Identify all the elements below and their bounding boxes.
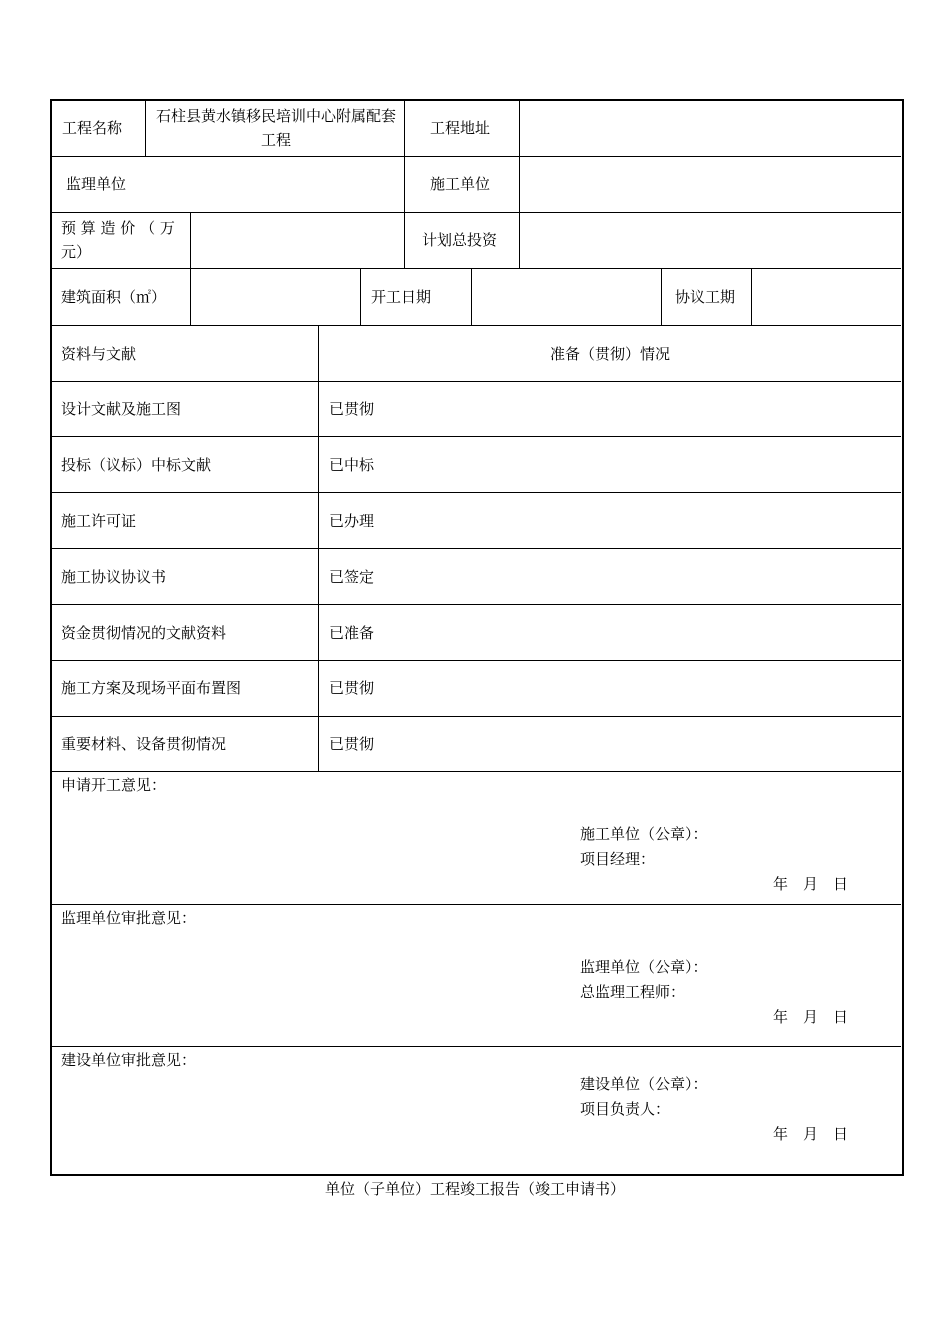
row-line [51, 381, 901, 382]
owner-opinion-title: 建设单位审批意见： [61, 1051, 197, 1069]
doc-item: 施工协议协议书 [61, 568, 167, 586]
row-line [51, 212, 901, 213]
doc-item: 重要材料、设备贯彻情况 [61, 735, 227, 753]
col-line [318, 325, 319, 771]
application-opinion-title: 申请开工意见： [61, 776, 167, 794]
row-line [51, 325, 901, 326]
doc-item: 投标（议标）中标文献 [61, 456, 212, 474]
owner-sign-person: 项目负责人： [580, 1100, 671, 1118]
row-line [51, 660, 901, 661]
row-line [51, 771, 901, 772]
supervision-sign-person: 总监理工程师： [580, 983, 686, 1001]
doc-item: 设计文献及施工图 [61, 400, 182, 418]
col-line [751, 268, 752, 325]
document-caption: 单位（子单位）工程竣工报告（竣工申请书） [324, 1180, 625, 1198]
budget-label: 预 算 造 价 （ 万 元） [61, 219, 175, 261]
col-header-material: 资料与文献 [61, 345, 137, 363]
planned-investment-label: 计划总投资 [422, 231, 498, 249]
application-sign-person: 项目经理： [580, 850, 656, 868]
project-name-value[interactable]: 石柱县黄水镇移民培训中心附属配套工程 [155, 107, 396, 149]
row-line [51, 1046, 901, 1047]
col-line [404, 101, 405, 268]
doc-status[interactable]: 已贯彻 [329, 679, 375, 697]
col-header-status: 准备（贯彻）情况 [549, 345, 670, 363]
construction-unit-label: 施工单位 [430, 175, 491, 193]
col-line [661, 268, 662, 325]
col-line [471, 268, 472, 325]
supervision-opinion-title: 监理单位审批意见： [61, 909, 197, 927]
doc-status[interactable]: 已贯彻 [329, 735, 375, 753]
col-line [360, 268, 361, 325]
owner-sign-unit: 建设单位（公章）： [580, 1075, 708, 1093]
row-line [51, 156, 901, 157]
doc-status[interactable]: 已中标 [329, 456, 375, 474]
row-line [51, 604, 901, 605]
col-line [519, 101, 520, 268]
row-line [51, 268, 901, 269]
doc-status[interactable]: 已签定 [329, 568, 375, 586]
start-date-label: 开工日期 [371, 288, 432, 306]
project-name-label: 工程名称 [62, 119, 123, 137]
application-date: 年 月 日 [773, 875, 849, 893]
row-line [51, 716, 901, 717]
doc-item: 施工方案及现场平面布置图 [61, 679, 242, 697]
row-line [51, 436, 901, 437]
project-address-label: 工程地址 [430, 119, 491, 137]
supervision-date: 年 月 日 [773, 1008, 849, 1026]
row-line [51, 904, 901, 905]
doc-item: 资金贯彻情况的文献资料 [61, 624, 227, 642]
contract-period-label: 协议工期 [675, 288, 736, 306]
supervision-sign-unit: 监理单位（公章）： [580, 958, 708, 976]
col-line [190, 212, 191, 325]
col-line [145, 101, 146, 156]
doc-status[interactable]: 已办理 [329, 512, 375, 530]
supervision-unit-label: 监理单位 [66, 175, 127, 193]
doc-status[interactable]: 已准备 [329, 624, 375, 642]
row-line [51, 548, 901, 549]
application-sign-unit: 施工单位（公章）： [580, 825, 708, 843]
row-line [51, 492, 901, 493]
owner-date: 年 月 日 [773, 1125, 849, 1143]
doc-status[interactable]: 已贯彻 [329, 400, 375, 418]
doc-item: 施工许可证 [61, 512, 137, 530]
building-area-label: 建筑面积（㎡） [61, 288, 167, 306]
